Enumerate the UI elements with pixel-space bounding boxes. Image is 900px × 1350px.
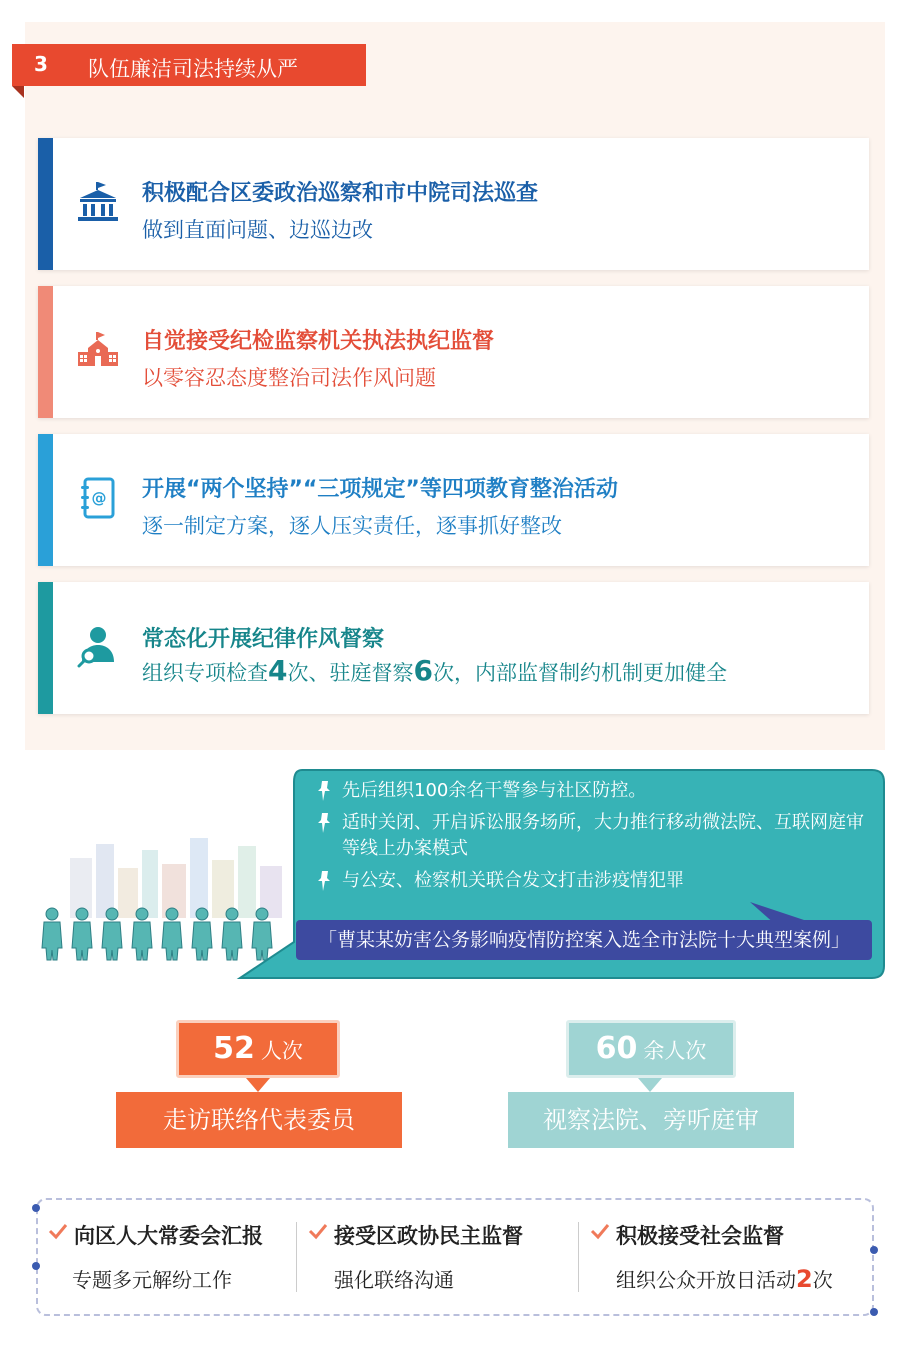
- sub-text: 次: [812, 1268, 833, 1292]
- stat-unit: 余人次: [643, 1039, 707, 1063]
- decor-dot: [32, 1262, 40, 1270]
- card-accent-bar: [38, 138, 53, 270]
- stat-number: 60: [595, 1031, 638, 1066]
- stat-pointer: [246, 1078, 270, 1092]
- section-header: [12, 44, 366, 86]
- supervision-title: [48, 1220, 263, 1250]
- desc-text: 次，内部监督制约机制更加健全: [432, 661, 727, 685]
- card-desc: 做到直面问题、边巡边改: [142, 218, 373, 242]
- info-card-supervision: [38, 582, 869, 714]
- info-card-education: [38, 434, 869, 566]
- thumbtack-icon: [316, 813, 332, 833]
- stat-inspection-count: [566, 1020, 736, 1078]
- checkmark-icon: [590, 1222, 610, 1240]
- supervision-item-cppcc: [308, 1220, 523, 1293]
- covid-measures-list: [316, 778, 876, 900]
- section-number: 3: [34, 52, 48, 76]
- user-search-icon: [76, 624, 120, 668]
- card-accent-bar: [38, 582, 53, 714]
- card-accent-bar: [38, 434, 53, 566]
- decor-dot: [32, 1204, 40, 1212]
- stat-pointer: [638, 1078, 662, 1092]
- stat-label: 走访联络代表委员: [116, 1092, 402, 1148]
- desc-text: 次、驻庭督察: [287, 661, 414, 685]
- divider: [578, 1222, 579, 1292]
- supervision-item-public: [590, 1220, 833, 1293]
- supervision-title-text: 向区人大常委会汇报: [74, 1224, 263, 1248]
- open-day-count: 2: [796, 1265, 813, 1293]
- card-title: 常态化开展纪律作风督察: [142, 627, 385, 652]
- info-card-discipline: [38, 286, 869, 418]
- supervision-title-text: 接受区政协民主监督: [334, 1224, 523, 1248]
- card-title: 自觉接受纪检监察机关执法执纪监督: [142, 329, 495, 354]
- typical-case-banner: 「曹某某妨害公务影响疫情防控案入选全市法院十大典型案例」: [296, 920, 872, 960]
- supervision-sub: 强化联络沟通: [334, 1268, 454, 1292]
- decor-dot: [870, 1246, 878, 1254]
- supervision-title-text: 积极接受社会监督: [616, 1224, 784, 1248]
- stat-visit-count: [176, 1020, 340, 1078]
- list-item: [316, 778, 876, 804]
- supervision-sub: [590, 1264, 833, 1293]
- card-title: 积极配合区委政治巡察和市中院司法巡查: [142, 181, 539, 206]
- stat-number: 52: [213, 1031, 255, 1066]
- inspection-count: 4: [268, 654, 288, 687]
- card-desc: 逐一制定方案，逐人压实责任，逐事抓好整改: [142, 514, 562, 538]
- card-desc: 以零容忍态度整治司法作风问题: [142, 366, 436, 390]
- list-item-text: 先后组织100余名干警参与社区防控。: [342, 780, 647, 801]
- supervision-item-npc: [48, 1220, 263, 1293]
- thumbtack-icon: [316, 871, 332, 891]
- stat-unit: 人次: [260, 1039, 303, 1063]
- supervision-title: [308, 1220, 523, 1250]
- address-book-icon: [76, 476, 120, 520]
- svg-text:@: @: [91, 489, 107, 507]
- info-card-inspection: [38, 138, 869, 270]
- court-supervision-count: 6: [413, 654, 433, 687]
- desc-text: 组织专项检查: [142, 661, 268, 685]
- card-title: 开展“两个坚持”“三项规定”等四项教育整治活动: [142, 477, 618, 502]
- checkmark-icon: [308, 1222, 328, 1240]
- divider: [296, 1222, 297, 1292]
- sub-text: 组织公众开放日活动: [616, 1268, 796, 1292]
- list-item: [316, 868, 876, 894]
- government-building-icon: [76, 180, 120, 224]
- list-item-text: 适时关闭、开启诉讼服务场所，大力推行移动微法院、互联网庭审等线上办案模式: [342, 812, 864, 859]
- decor-dot: [870, 1308, 878, 1316]
- ribbon-fold: [12, 86, 24, 98]
- card-accent-bar: [38, 286, 53, 418]
- supervision-sub: 专题多元解纷工作: [72, 1268, 232, 1292]
- thumbtack-icon: [316, 781, 332, 801]
- card-desc: [142, 654, 727, 687]
- list-item: [316, 810, 876, 862]
- supervision-title: [590, 1220, 833, 1250]
- list-item-text: 与公安、检察机关联合发文打击涉疫情犯罪: [342, 870, 684, 891]
- section-title: 队伍廉洁司法持续从严: [88, 57, 298, 81]
- school-building-icon: [76, 328, 120, 372]
- checkmark-icon: [48, 1222, 68, 1240]
- stat-label: 视察法院、旁听庭审: [508, 1092, 794, 1148]
